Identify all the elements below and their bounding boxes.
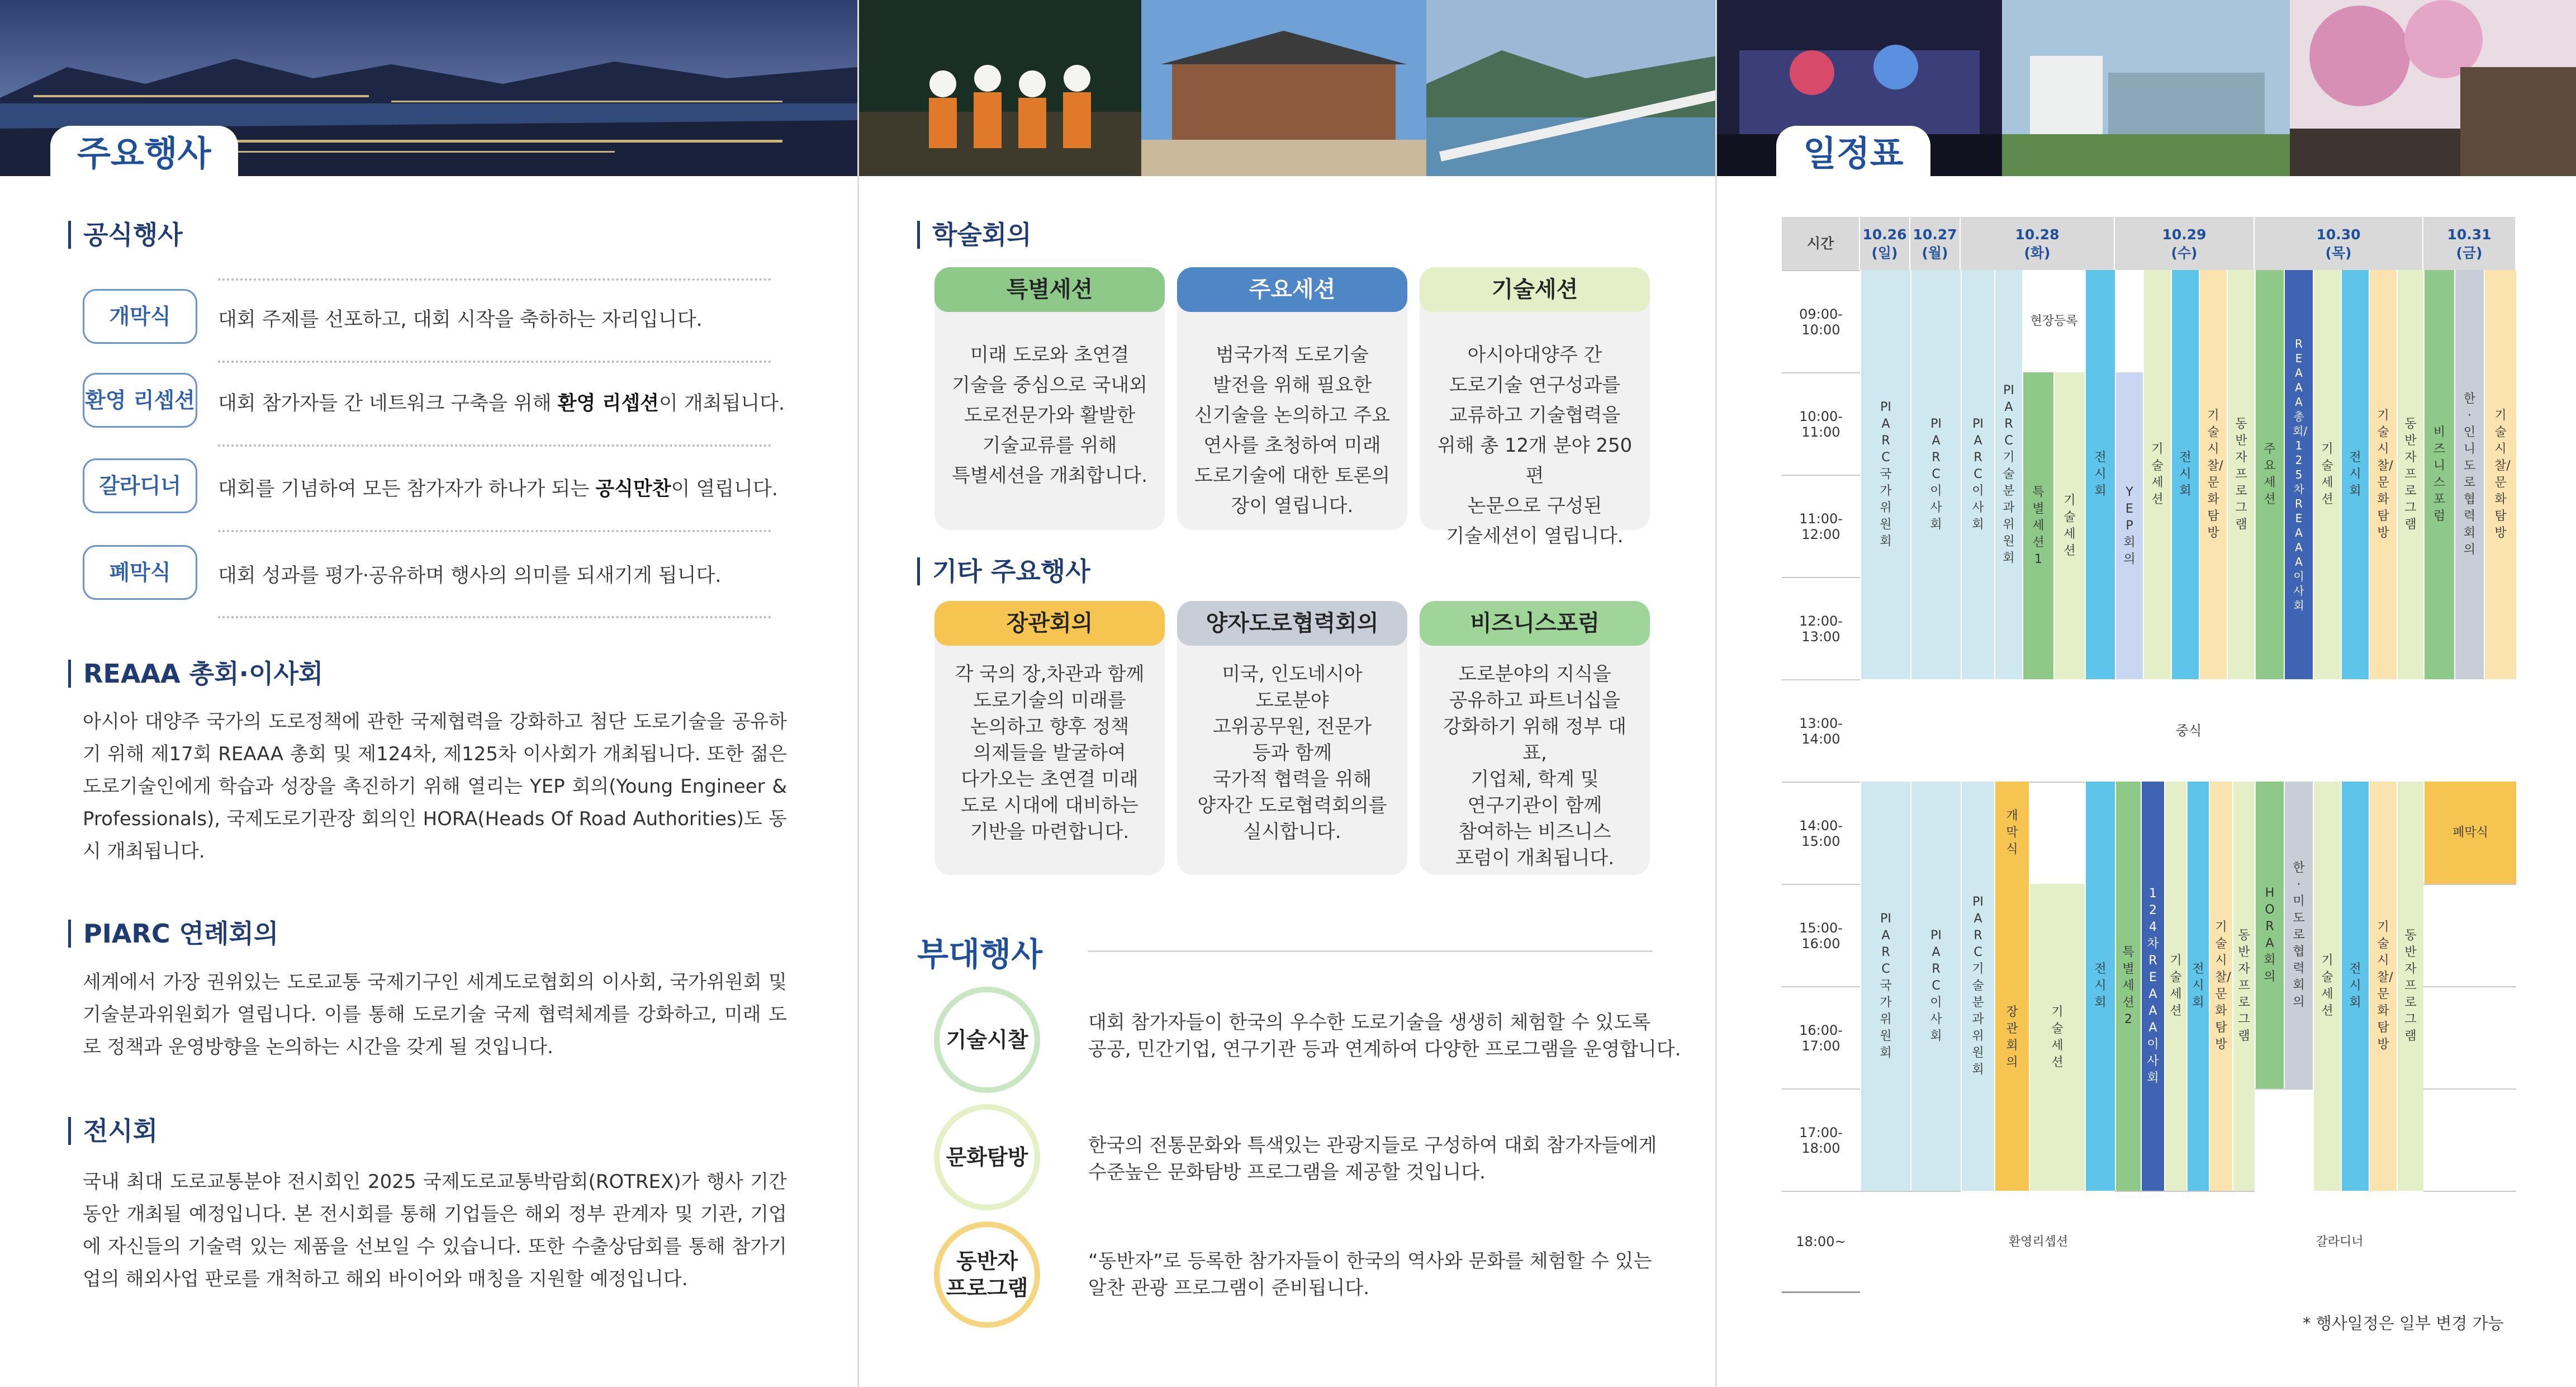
day-header-1027: 10.27 (월) xyxy=(1910,217,1961,270)
schedule-footnote: * 행사일정은 일부 변경 가능 xyxy=(2303,1314,2504,1333)
official-events-heading: 공식행사 xyxy=(68,221,183,249)
event-block: 전시회 xyxy=(2341,782,2369,1191)
event-block: 기술시찰/문화탐방 xyxy=(2369,782,2397,1191)
lunch-block: 중식 xyxy=(1860,679,2516,782)
time-slot: 11:00-12:00 xyxy=(1782,475,1860,577)
event-block: 124차REAAA이사회 xyxy=(2141,782,2164,1191)
card-body: 아시아대양주 간 도로기술 연구성과를 교류하고 기술협력을 위해 총 12개 분야 250편 논문으로 구성된 기술세션이 열립니다. xyxy=(1437,344,1633,547)
academic-heading: 학술회의 xyxy=(917,221,1032,249)
event-block: 기술세션 xyxy=(2143,270,2171,679)
event-block: PIARC기술분과위원회 xyxy=(1961,782,1994,1191)
time-slot: 13:00-14:00 xyxy=(1782,679,1860,782)
time-header: 시간 xyxy=(1782,217,1860,270)
event-block: REAAA총회/125차REAAA이사회 xyxy=(2284,270,2313,679)
piarc-heading: PIARC 연례회의 xyxy=(68,920,278,948)
panel-main-events xyxy=(0,0,857,1387)
time-slot: 18:00~ xyxy=(1782,1191,1860,1293)
divider xyxy=(1088,950,1653,952)
event-block: PIARC국가위원회 xyxy=(1860,782,1910,1191)
opening-ceremony-text: 대회 주제를 선포하고, 대회 시작을 축하하는 자리입니다. xyxy=(218,309,703,331)
event-block: 기술시찰/문화탐방 xyxy=(2484,270,2516,679)
welcome-reception-text: 대회 참가자들 간 네트워크 구축을 위해 환영 리셉션이 개최됩니다. xyxy=(218,392,785,415)
schedule-table xyxy=(1782,217,2516,1299)
event-block: 주요세션 xyxy=(2255,270,2284,679)
registration-block: 현장등록 xyxy=(2022,270,2085,372)
official-row-gala xyxy=(83,444,778,528)
official-row-closing xyxy=(83,531,773,615)
time-slot: 16:00-17:00 xyxy=(1782,986,1860,1088)
event-block: 기술시찰/문화탐방 xyxy=(2209,782,2232,1191)
card-main-session xyxy=(1177,267,1407,530)
day-header-1030: 10.30 (목) xyxy=(2255,217,2423,270)
event-block: 기술시찰/문화탐방 xyxy=(2199,270,2227,679)
reaaa-heading: REAAA 총회·이사회 xyxy=(68,660,323,688)
event-block: 한·인니도로협력회의 xyxy=(2454,270,2484,679)
gala-dinner-pill: 갈라디너 xyxy=(83,458,197,513)
event-block: 동반자프로그램 xyxy=(2227,270,2255,679)
tech-tour-text: 대회 참가자들이 한국의 우수한 도로기술을 생생히 체험할 수 있도록 공공, 민간기업, 연구기관 등과 연계하여 다양한 프로그램을 운영합니다. xyxy=(1088,1011,1681,1061)
day-header-1028: 10.28 (화) xyxy=(1961,217,2115,270)
closing-ceremony-text: 대회 성과를 평가·공유하며 행사의 의미를 되새기게 됩니다. xyxy=(218,565,722,587)
event-block: 동반자프로그램 xyxy=(2232,782,2255,1191)
event-block: 전시회 xyxy=(2085,270,2115,679)
divider xyxy=(218,616,771,618)
photo-strip xyxy=(859,0,1717,176)
time-slot: 12:00-13:00 xyxy=(1782,577,1860,679)
event-block: 기술세션 xyxy=(2029,884,2085,1191)
panel-conferences xyxy=(857,0,1717,1387)
official-row-opening xyxy=(83,275,773,359)
day-header-1026: 10.26 (일) xyxy=(1860,217,1910,270)
time-slot: 15:00-16:00 xyxy=(1782,884,1860,986)
event-block: 기술시찰/문화탐방 xyxy=(2369,270,2397,679)
culture-tour-text: 한국의 전통문화와 특색있는 관광지들로 구성하여 대회 참가자들에게 수준높은 문화탐방 프로그램을 제공할 것입니다. xyxy=(1088,1134,1657,1184)
reaaa-body: 아시아 대양주 국가의 도로정책에 관한 국제협력을 강화하고 첨단 도로기술을 공유하기 위해 제17회 REAAA 총회 및 제124차, 제125차 이사회가 개최됩니다. 또한 젊은 도로기술인에게 학습과 성장을 촉진하기 위해 열리는 YEP 회의(Young Engineer & Professionals), 국제도로기관장 회의인 HORA(Heads Of Road Authorities)도 동시 개최됩니다. xyxy=(83,711,787,863)
time-slot: 09:00-10:00 xyxy=(1782,270,1860,372)
time-slot: 14:00-15:00 xyxy=(1782,782,1860,884)
event-block: 전시회 xyxy=(2085,782,2115,1191)
card-body: 미래 도로와 초연결 기술을 중심으로 국내외 도로전문가와 활발한 기술교류를 위해 특별세션을 개최합니다. xyxy=(951,344,1148,487)
card-tech-session xyxy=(1420,267,1650,547)
page-title: 일정표 xyxy=(1776,126,1930,182)
event-block: PIARC국가위원회 xyxy=(1860,270,1910,679)
piarc-body: 세계에서 가장 권위있는 도로교통 국제기구인 세계도로협회의 이사회, 국가위원회 및 기술분과위원회가 열립니다. 이를 통해 도로기술 국제 협력체계를 강화하고, 미래 도로 정책과 운영방향을 논의하는 시간을 갖게 될 것입니다. xyxy=(83,971,787,1058)
exhibition-heading: 전시회 xyxy=(68,1117,158,1145)
partner-program-circle: 동반자 프로그램 xyxy=(934,1222,1040,1328)
event-block: 전시회 xyxy=(2171,270,2199,679)
event-block: 기술세션 xyxy=(2053,372,2085,679)
event-block: 한·미도로협력회의 xyxy=(2284,782,2313,1088)
event-block: HORA회의 xyxy=(2255,782,2284,1088)
event-block: 전시회 xyxy=(2341,270,2369,679)
reception-block: 환영리셉션 xyxy=(1961,1191,2115,1293)
exhibition-body: 국내 최대 도로교통분야 전시회인 2025 국제도로교통박람회(ROTREX)가 행사 기간 동안 개최될 예정입니다. 본 전시회를 통해 기업들은 해외 정부 관계자 및 기관, 기업에 자신들의 기술력 있는 제품을 선보일 수 있습니다. 또한 수출상담회를 통해 참가기업의 해외사업 판로를 개척하고 해외 바이어와 매칭을 지원할 예정입니다. xyxy=(83,1171,787,1290)
card-bilateral xyxy=(1177,601,1407,875)
official-row-reception xyxy=(83,359,785,443)
opening-ceremony-pill: 개막식 xyxy=(83,289,197,344)
event-block: 비즈니스포럼 xyxy=(2423,270,2454,679)
ministers-block: 장관회의 xyxy=(1994,884,2029,1191)
welcome-reception-pill: 환영 리셉션 xyxy=(83,373,197,428)
event-block: PIARC이사회 xyxy=(1910,270,1961,679)
event-block: 동반자프로그램 xyxy=(2397,782,2423,1191)
card-title: 비즈니스포럼 xyxy=(1420,601,1650,646)
card-business-forum xyxy=(1420,601,1650,875)
event-block: 기술세션 xyxy=(2164,782,2186,1191)
partner-program-text: “동반자”로 등록한 참가자들이 한국의 역사와 문화를 체험할 수 있는 알찬 관광 프로그램이 준비됩니다. xyxy=(1088,1250,1652,1299)
day-header-1031: 10.31 (금) xyxy=(2423,217,2516,270)
closing-block: 폐막식 xyxy=(2423,782,2516,884)
event-block: YEP회의 xyxy=(2115,372,2143,679)
side-events-heading: 부대행사 xyxy=(917,935,1043,973)
card-body: 도로분야의 지식을 공유하고 파트너십을 강화하기 위해 정부 대표, 기업체, 학계 및 연구기관이 함께 참여하는 비즈니스 포럼이 개최됩니다. xyxy=(1443,663,1627,869)
day-header-1029: 10.29 (수) xyxy=(2115,217,2255,270)
other-events-heading: 기타 주요행사 xyxy=(917,557,1090,585)
event-block: 특별세션2 xyxy=(2115,782,2141,1191)
culture-tour-circle: 문화탐방 xyxy=(934,1104,1040,1210)
card-title: 기술세션 xyxy=(1420,267,1650,312)
event-block: 기술세션 xyxy=(2313,782,2341,1191)
gala-block: 갈라디너 xyxy=(2255,1191,2423,1293)
card-title: 특별세션 xyxy=(934,267,1165,312)
card-body: 각 국의 장,차관과 함께 도로기술의 미래를 논의하고 향후 정책 의제들을 발굴하여 다가오는 초연결 미래 도로 시대에 대비하는 기반을 마련합니다. xyxy=(955,663,1145,843)
event-block: PIARC기술분과위원회 xyxy=(1994,270,2022,679)
card-title: 장관회의 xyxy=(934,601,1165,646)
event-block: PIARC이사회 xyxy=(1910,782,1961,1191)
card-body: 범국가적 도로기술 발전을 위해 필요한 신기술을 논의하고 주요 연사를 초청하여 미래 도로기술에 대한 토론의 장이 열립니다. xyxy=(1194,344,1391,517)
page-title: 주요행사 xyxy=(50,126,238,182)
event-block: 기술세션 xyxy=(2313,270,2341,679)
card-body: 미국, 인도네시아 도로분야 고위공무원, 전문가 등과 함께 국가적 협력을 위해 양자간 도로협력회의를 실시합니다. xyxy=(1197,663,1387,843)
time-slot: 10:00-11:00 xyxy=(1782,372,1860,475)
card-special-session xyxy=(934,267,1165,530)
gala-dinner-text: 대회를 기념하여 모든 참가자가 하나가 되는 공식만찬이 열립니다. xyxy=(218,478,778,500)
card-title: 양자도로협력회의 xyxy=(1177,601,1407,646)
event-block: 전시회 xyxy=(2186,782,2209,1191)
time-slot: 17:00-18:00 xyxy=(1782,1088,1860,1191)
card-title: 주요세션 xyxy=(1177,267,1407,312)
closing-ceremony-pill: 폐막식 xyxy=(83,545,197,600)
card-ministers xyxy=(934,601,1165,875)
photo-collage xyxy=(859,0,1717,176)
opening-block: 개막식 xyxy=(1994,782,2029,884)
event-block: PIARC이사회 xyxy=(1961,270,1994,679)
tech-tour-circle: 기술시찰 xyxy=(934,987,1040,1093)
event-block: 특별세션1 xyxy=(2022,372,2053,679)
event-block: 동반자프로그램 xyxy=(2397,270,2423,679)
